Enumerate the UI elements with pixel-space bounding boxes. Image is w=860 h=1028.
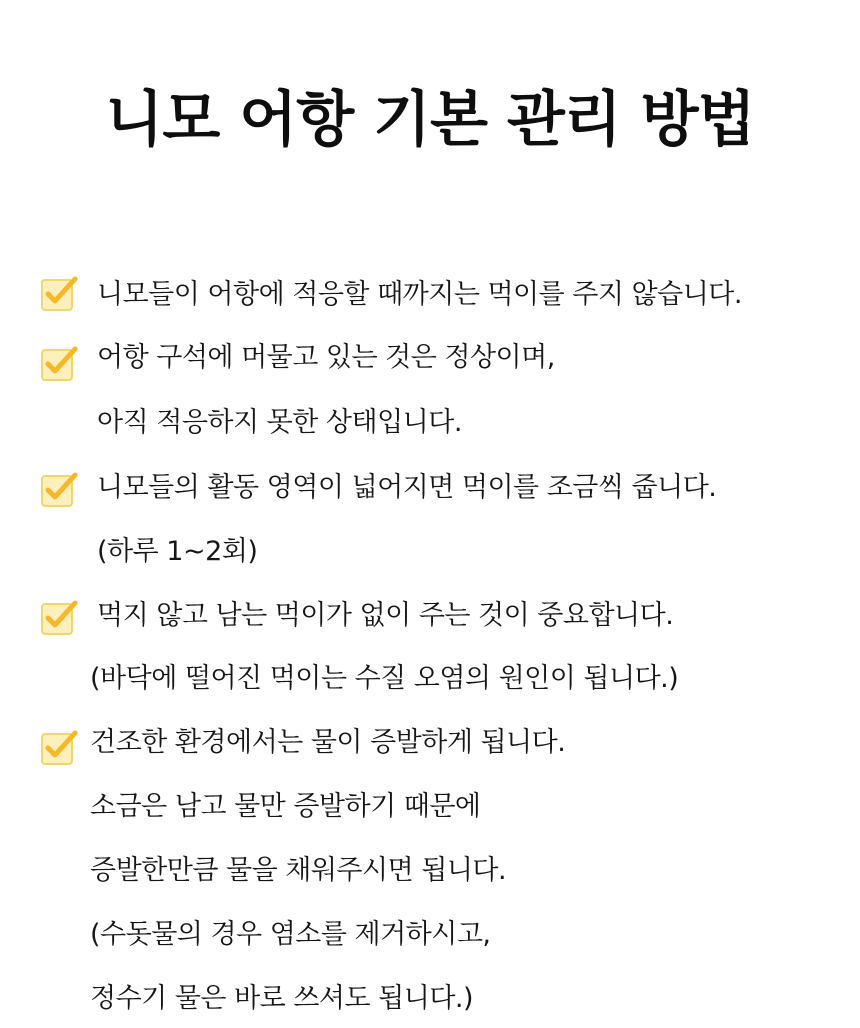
item-3-line-1: 니모들의 활동 영역이 넓어지면 먹이를 조금씩 줍니다. — [97, 472, 717, 503]
page-title: 니모 어항 기본 관리 방법 — [105, 85, 755, 155]
checkbox-icon — [40, 344, 78, 382]
checkbox-icon — [40, 470, 78, 508]
checkbox-icon — [40, 728, 78, 766]
item-5-line-2: 소금은 남고 물만 증발하기 때문에 — [90, 791, 481, 822]
item-5-line-4: (수돗물의 경우 염소를 제거하시고, — [90, 919, 491, 950]
item-5-line-3: 증발한만큼 물을 채워주시면 됩니다. — [90, 855, 507, 886]
item-3-line-2: (하루 1~2회) — [97, 536, 258, 567]
item-4-line-2: (바닥에 떨어진 먹이는 수질 오염의 원인이 됩니다.) — [90, 663, 679, 694]
checkbox-icon — [40, 274, 78, 312]
item-2-line-2: 아직 적응하지 못한 상태입니다. — [97, 407, 462, 438]
item-5-line-1: 건조한 환경에서는 물이 증발하게 됩니다. — [90, 727, 566, 758]
item-2-line-1: 어항 구석에 머물고 있는 것은 정상이며, — [97, 342, 555, 373]
item-5-line-5: 정수기 물은 바로 쓰셔도 됩니다.) — [90, 983, 474, 1014]
item-4-line-1: 먹지 않고 남는 먹이가 없이 주는 것이 중요합니다. — [97, 600, 674, 631]
item-1-line-1: 니모들이 어항에 적응할 때까지는 먹이를 주지 않습니다. — [97, 279, 742, 310]
checkbox-icon — [40, 598, 78, 636]
